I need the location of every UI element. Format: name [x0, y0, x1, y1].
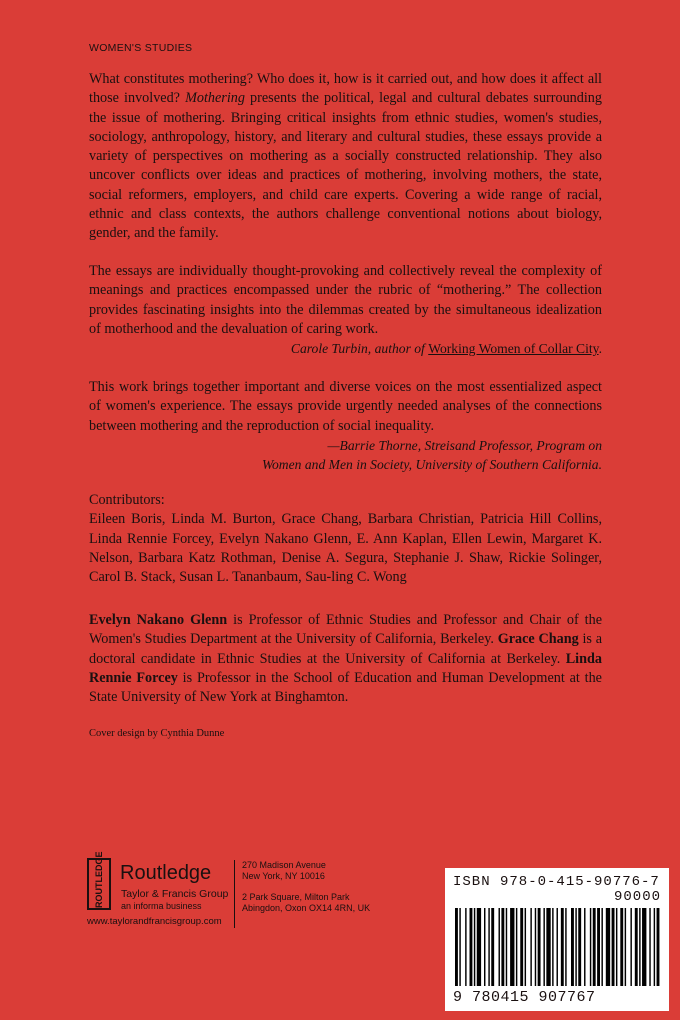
address-uk-line-2: Abingdon, Oxon OX14 4RN, UK: [242, 903, 371, 913]
endorser-end: .: [598, 341, 602, 357]
publisher-group: Taylor & Francis Group: [121, 888, 229, 900]
contributors-section: [89, 491, 602, 587]
editor-2-name: Grace Chang: [497, 631, 579, 648]
endorsement-2: [89, 378, 602, 474]
description-paragraph: [89, 70, 602, 244]
barcode-panel: [445, 868, 669, 1011]
endorser-work-title: Working Women of Collar City: [428, 341, 599, 357]
address-ny-line-1: 270 Madison Avenue: [242, 860, 326, 870]
editor-1-bio: is Professor of Ethnic Studies and Professor and Chair of the Women's Studies Department at the University of California, Berkeley.: [89, 612, 602, 648]
editor-3-bio: is Professor in the School of Education and Human Development at the State University of New York at Binghamton.: [89, 669, 602, 706]
cover-design-credit: Cover design by Cynthia Dunne: [89, 728, 225, 739]
endorsement-1-attribution: [89, 339, 602, 358]
barcode-digits: 9 780415 907767: [453, 989, 596, 1006]
barcode-icon: [453, 908, 661, 988]
endorsement-2-attribution: [89, 436, 602, 475]
editor-3-name: Linda Rennie Forcey: [89, 650, 602, 686]
category-label: WOMEN'S STUDIES: [89, 42, 193, 54]
publisher-block: [87, 851, 417, 938]
contributors-list: Eileen Boris, Linda M. Burton, Grace Chang, Barbara Christian, Patricia Hill Collins, Linda Rennie Forcey, Evelyn Nakano Glenn, E. Ann Kaplan, Ellen Lewin, Margaret K. Nelson, Barbara Katz Rothman, Denise A. Segura, Stephanie J. Shaw, Rickie Solinger, Carol B. Stack, Susan L. Tananbaum, Sau-ling C. Wong: [89, 511, 602, 586]
editor-1-name: Evelyn Nakano Glenn: [89, 612, 228, 628]
address-new-york: [242, 860, 326, 882]
endorsement-2-text: This work brings together important and diverse voices on the most essentialized aspect of women's experience. The essays provide urgently needed analyses of the connections between mothering and the reproduction of social inequality.: [89, 379, 602, 434]
endorsement-1: [89, 262, 602, 358]
address-uk-line-1: 2 Park Square, Milton Park: [242, 892, 350, 902]
endorsement-1-text: The essays are individually thought-provoking and collectively reveal the complexity of meanings and practices encompassed under the rubric of “mothering.” The collection provides fascinating insights into the dilemmas created by the simultaneous idealization of motherhood and the devaluation of caring work.: [89, 263, 602, 337]
publisher-tagline: an informa business: [121, 901, 202, 911]
endorser-role: author of: [371, 341, 429, 357]
address-ny-line-2: New York, NY 10016: [242, 871, 325, 881]
endorser-name: Carole Turbin,: [290, 341, 372, 357]
endorser-2-line-1: —Barrie Thorne, Streisand Professor, Program on: [327, 437, 602, 453]
contributors-heading: Contributors:: [89, 492, 165, 508]
publisher-name: Routledge: [120, 862, 212, 884]
description-text: What constitutes mothering? Who does it, how is it carried out, and how does it affect all those involved?: [89, 71, 602, 107]
address-uk: [242, 892, 370, 914]
endorser-2-line-2: Women and Men in Society, University of Southern California.: [261, 457, 602, 473]
editor-2-bio: is a doctoral candidate in Ethnic Studies at the University of California at Berkeley.: [89, 631, 602, 667]
address-divider: [234, 860, 235, 928]
publisher-url: www.taylorandfrancisgroup.com: [87, 916, 222, 927]
editors-bio: [89, 611, 602, 707]
description-text-continued: presents the political, legal and cultural debates surrounding the issue of mothering. Bringing critical insights from ethnic studies, women's studies, sociology, anthropology, history, and literary and cultural studies, these essays provide a variety of perspectives on mothering as a socially constructed relationship. They also uncover conflicts over ideas and practices of mothering, involving mothers, the state, social reformers, employers, and child care experts. Covering a wide range of racial, ethnic and class contexts, the authors challenge conventional notions about biology, gender, and the family.: [89, 90, 602, 242]
price-code: 90000: [613, 889, 661, 905]
book-title: Mothering: [185, 90, 245, 107]
isbn-number: ISBN 978-0-415-90776-7: [453, 874, 660, 890]
routledge-logo-icon: ROUTLEDGE: [87, 858, 111, 910]
